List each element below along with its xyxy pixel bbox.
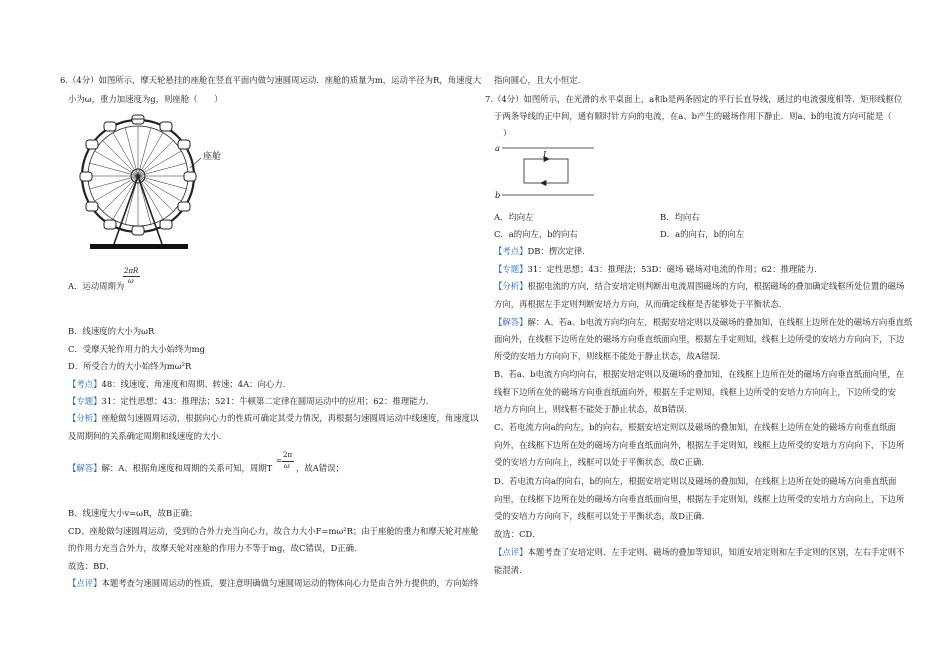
q6-zhuanti-text: 31：定性思想；43：推理法；521：牛顿第二定律在圆周运动中的应用；62：推理能力． [101, 396, 435, 406]
ferris-wheel-figure [68, 112, 216, 257]
q7-jieda-c-line1: C、若电流方向a的向左，b的向右，根据安培定则以及磁场的叠加知，在线框上边所在处的磁场方向垂直纸面 [494, 422, 897, 432]
q7-jieda-c-line2: 向外，在线框下边所在处的磁场方向垂直纸面向外，根据左手定则知，线框上边所受的安培力方向向下，下边所 [494, 440, 905, 450]
wire-a-label: a [495, 143, 500, 153]
q7-jieda-d-line3: 受的安培力方向向下，线框可以处于平衡状态，故D正确． [494, 511, 711, 521]
q6-zhuanti-tag: 【专题】 [68, 396, 102, 406]
q6-dianping-text1: 本题考查匀速圆周运动的性质，要注意明确做匀速圆周运动的物体向心力是由合外力提供的，方向始终 [101, 578, 479, 588]
q7-fenxi-tag: 【分析】 [494, 281, 528, 291]
q6-dianping-line1 [68, 578, 478, 589]
q7-dianping-line1 [494, 547, 904, 558]
q6-stem-line2: 小为ω，重力加速度为g，则座舱（ ） [68, 94, 223, 104]
q6-jieda-text1a: 解：A、根据角速度和周期的关系可知，周期T [101, 463, 273, 473]
q7-jieda-tag: 【解答】 [494, 317, 528, 327]
q7-jieda-a-line2: 面向外，在线框下边所在处的磁场方向垂直纸面向里，根据左手定则知，线框上边所受的安培力方向向下，下边 [494, 334, 905, 344]
q7-jieda-a-line1 [494, 317, 912, 328]
q7-zhuanti-tag: 【专题】 [494, 264, 528, 274]
q6-fenxi-line1 [68, 413, 478, 424]
q7-zhuanti [494, 264, 822, 275]
current-i-label: I [543, 149, 547, 159]
q7-kaodian-tag: 【考点】 [494, 246, 528, 256]
q7-fenxi-line2: 方向，再根据左手定则判断安培力方向，从而确定线框是否能够处于平衡状态． [494, 299, 788, 309]
period-fraction-denominator: ω [284, 462, 290, 470]
q6-option-a: A．运动周期为 [68, 281, 125, 291]
q6-jieda-text1b: ，故A错误； [296, 463, 344, 473]
q7-jieda-b-line1: B、若a、b电流方向均向右，根据安培定则以及磁场的叠加知，在线框上边所在处的磁场方向垂直纸面向里，在 [494, 369, 905, 379]
q7-jieda-b-line2: 线框下边所在处的磁场方向垂直纸面向外，根据左手定则知，线框上边所受的安培力方向向上，下边所受的安 [494, 387, 896, 397]
q6-option-b: B．线速度的大小为ωR [68, 326, 155, 336]
q6-dianping-line2: 指向圆心，且大小恒定． [494, 75, 587, 85]
q7-option-c: C．a的向左，b的向右 [494, 229, 578, 239]
q7-option-d: D．a的向右，b的向左 [660, 229, 745, 239]
q6-jieda-line1 [68, 463, 272, 474]
q7-stem-line1: 7.（4分）如图所示，在光滑的水平桌面上，a和b是两条固定的平行长直导线，通过的电流强度相等．矩形线框位 [485, 94, 903, 104]
q6-kaodian-text: 48：线速度、角速度和周期、转速；4A：向心力． [101, 379, 292, 389]
q6-fenxi-line2: 及周期间的关系确定周期和线速度的大小． [68, 431, 228, 441]
q6-jieda-line3: CD、座舱做匀速圆周运动，受到的合外力充当向心力，故合力大小F=mω²R；由于座舱的重力和摩天轮对座舱 [68, 526, 479, 536]
q6-stem-line1: 6.（4分）如图所示，摩天轮悬挂的座舱在竖直平面内做匀速圆周运动．座舱的质量为m，运动半径为R，角速度大 [60, 75, 482, 85]
q7-answer: 故选：CD． [494, 529, 541, 539]
q6-option-c: C．受摩天轮作用力的大小始终为mg [68, 344, 205, 354]
q7-jieda-d-line2: 向里，在线框下边所在处的磁场方向垂直纸面向里，根据左手定则知，线框上边所受的安培力方向向上，下边所 [494, 494, 905, 504]
q7-stem-line2: 于两条导线的正中间，通有顺时针方向的电流，在a、b产生的磁场作用下静止．则a、b的电流方向可能是（ [494, 111, 892, 121]
q6-jieda-line2: B、线速度大小v=ωR，故B正确； [68, 508, 198, 518]
q7-jieda-d-line1: D、若电流方向a的向右，b的向左，根据安培定则以及磁场的叠加知，在线框上边所在处的磁场方向垂直纸面 [494, 476, 897, 486]
optA-fraction-denominator: ω [128, 277, 134, 285]
q7-option-b: B．均向右 [660, 212, 700, 222]
q6-answer: 故选：BD． [68, 561, 115, 571]
q6-kaodian [68, 379, 291, 390]
q7-jieda-a-text1: 解：A、若a、b电流方向均向左，根据安培定则以及磁场的叠加知，在线框上边所在处的磁场方向垂直纸 [527, 317, 913, 327]
q6-dianping-tag: 【点评】 [68, 578, 102, 588]
q7-fenxi-line1 [494, 281, 904, 292]
period-fraction-numerator: 2π [283, 451, 293, 459]
q6-jieda-tag: 【解答】 [68, 463, 102, 473]
q7-option-a: A．均向左 [494, 212, 534, 222]
q7-zhuanti-text: 31：定性思想；43：推理法；53D：磁场 磁场对电流的作用；62：推理能力． [527, 264, 823, 274]
q7-stem-line3: ） [503, 128, 512, 138]
wire-b-label: b [495, 190, 501, 200]
q7-jieda-a-line3: 所受的安培力方向向下，则线框不能处于静止状态，故A错误． [494, 351, 727, 361]
optA-fraction-numerator: 2πR [124, 267, 139, 275]
q6-fenxi-text1: 座舱做匀速圆周运动，根据向心力的性质可确定其受力情况，再根据匀速圆周运动中线速度，角速度以 [101, 413, 479, 423]
q7-dianping-tag: 【点评】 [494, 547, 528, 557]
gondola-label: 座舱 [203, 152, 222, 162]
q6-kaodian-tag: 【考点】 [68, 379, 102, 389]
q6-zhuanti [68, 396, 434, 407]
q7-dianping-line2: 能混淆． [494, 565, 528, 575]
q6-option-d: D．所受合力的大小始终为mω²R [68, 361, 192, 371]
q7-jieda-b-line3: 培力方向向上，则线框不能处于静止状态，故B错误． [494, 404, 693, 414]
period-equals-sign: = [276, 457, 282, 465]
q7-kaodian-text: DB：楞次定律． [527, 246, 591, 256]
q7-jieda-c-line3: 受的安培力方向向上，线框可以处于平衡状态，故C正确． [494, 457, 710, 467]
q7-dianping-text1: 本题考查了安培定则、左手定则、磁场的叠加等知识，知道安培定则和左手定则的区别，左右手定则不 [527, 547, 905, 557]
q6-fenxi-tag: 【分析】 [68, 413, 102, 423]
q7-fenxi-text1: 根据电流的方向，结合安培定则判断出电流周围磁场的方向，根据磁场的叠加确定线框所处位置的磁场 [527, 281, 905, 291]
q6-jieda-line4: 的作用力充当合外力，故摩天轮对座舱的作用力不等于mg，故C错误，D正确． [68, 543, 363, 553]
q7-kaodian [494, 246, 591, 257]
